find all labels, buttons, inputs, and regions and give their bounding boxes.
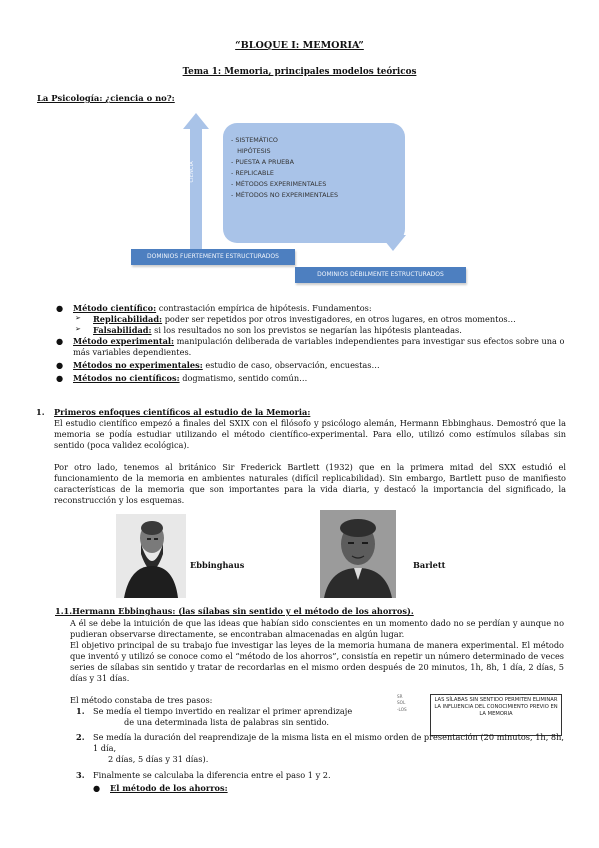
step-text: Finalmente se calculaba la diferencia entre el paso 1 y 2. — [93, 770, 331, 780]
bullet-icon: ● — [56, 359, 64, 370]
list-item-text: poder ser repetidos por otros investigadores, en otros lugares, en otros momentos… — [162, 313, 516, 324]
bullet-icon: ● — [93, 783, 101, 793]
science-diagram — [131, 113, 466, 288]
section-1-1-heading: 1.1.Hermann Ebbinghaus: (las sílabas sin sentido y el método de los ahorros). — [55, 606, 414, 616]
paragraph: A él se debe la intuición de que las ideas que habían sido conscientes en un momento dado no se perdían y aunque no pudieran observarse directamente, se encontraban almacenadas en algún lugar. — [70, 618, 564, 639]
photo-caption-ebbinghaus: Ebbinghaus — [190, 560, 245, 570]
list-item — [56, 373, 566, 384]
list-item-term: Métodos no científicos: — [73, 372, 180, 383]
bullet-icon: ● — [56, 303, 64, 313]
document-subtitle: Tema 1: Memoria, principales modelos teóricos — [182, 67, 417, 77]
paragraph: El estudio científico empezó a finales del SXIX con el filósofo y psicólogo alemán, Hermann Ebbinghaus. Demostró que la memoria se podía estudiar utilizando el método científico-experimental. Para ello, utilizó como estímulos sílabas sin sentido (poca validez ecológica). — [54, 418, 566, 450]
criteria-item: - MÉTODOS EXPERIMENTALES — [231, 180, 327, 189]
list-item-text: dogmatismo, sentido común… — [179, 372, 308, 383]
list-item-continuation: de una determinada lista de palabras sin sentido. — [124, 716, 330, 727]
paragraph: El objetivo principal de su trabajo fue investigar las leyes de la memoria humana de manera experimental. El método que inventó y utilizó se conoce como el “método de los ahorros”, consistía en repetir un número determinado de veces series de sílabas sin sentido y tratar de recordarlas en el mismo orden después de 20 minutos, 1h, 8h, 1 día, 2 días, 5 días y 31 días. — [70, 640, 564, 683]
list-item-term: El método de los ahorros: — [110, 783, 228, 793]
arrow-bullet-icon: ➢ — [75, 324, 81, 333]
list-item-term: Métodos no experimentales: — [73, 359, 203, 370]
ahorros-bullet — [93, 783, 493, 794]
bullet-icon: ● — [56, 335, 64, 346]
criteria-item: - SISTEMÁTICO — [231, 136, 278, 144]
strong-domains-bar: DOMINIOS FUERTEMENTE ESTRUCTURADOS — [131, 249, 295, 265]
bartlett-portrait — [320, 510, 396, 598]
criteria-item: - MÉTODOS NO EXPERIMENTALES — [231, 191, 339, 200]
list-item: 3. Finalmente se calculaba la diferencia entre el paso 1 y 2. — [76, 770, 331, 780]
list-item — [56, 303, 566, 314]
section-number: 1. — [36, 407, 45, 417]
margin-note-line: -LOS — [397, 706, 407, 712]
list-item-continuation: 2 días, 5 días y 31 días). — [108, 753, 209, 764]
ebbinghaus-portrait — [116, 514, 186, 598]
step-1 — [76, 706, 366, 728]
list-item-text: estudio de caso, observación, encuestas… — [202, 359, 380, 370]
margin-note — [397, 694, 407, 713]
list-item — [93, 783, 493, 794]
list-item-text: contrastación empírica de hipótesis. Fundamentos: — [156, 303, 372, 313]
section-heading: Primeros enfoques científicos al estudio de la Memoria: — [54, 407, 311, 417]
weak-domains-bar: DOMINIOS DÉBILMENTE ESTRUCTURADOS — [295, 267, 466, 283]
criteria-list — [231, 135, 338, 201]
document-title: “BLOQUE I: MEMORIA” — [235, 40, 364, 51]
photo-caption-bartlett: Barlett — [413, 560, 446, 570]
list-item-text: si los resultados no son los previstos se negarían las hipótesis planteadas. — [151, 324, 462, 335]
criteria-item: HIPÓTESIS — [231, 147, 271, 156]
note-box: LAS SÍLABAS SIN SENTIDO PERMITEN ELIMINAR LA INFLUENCIA DEL CONOCIMIENTO PREVIO EN LA MEMORIA — [430, 694, 562, 736]
methods-list — [56, 303, 566, 384]
list-item-term: Replicabilidad: — [93, 313, 163, 324]
list-item-term: Método experimental: — [73, 335, 175, 346]
paragraph: El método constaba de tres pasos: — [70, 695, 213, 705]
paragraph: Por otro lado, tenemos al británico Sir Frederick Bartlett (1932) que en la primera mitad del SXX estudió el funcionamiento de la memoria en ambientes naturales (difícil replicabilidad). Sin embargo, Bartlett puso de manifiesto características de la memoria que son importantes para la vida diaria, y destacó la importancia del significado, la reconstrucción y los esquemas. — [54, 462, 566, 505]
step-text: Se medía el tiempo invertido en realizar el primer aprendizaje — [93, 706, 353, 716]
criteria-item: - PUESTA A PRUEBA — [231, 158, 294, 167]
section-heading-psychology: La Psicología: ¿ciencia o no?: — [37, 93, 175, 103]
margin-note-line: SOL — [397, 700, 406, 706]
margin-note-line: SR — [397, 694, 403, 699]
science-label: CIENCIA — [190, 161, 195, 183]
list-item-term: Método científico: — [73, 303, 157, 313]
list-item — [56, 360, 566, 371]
step-2 — [76, 732, 564, 765]
arrow-bullet-icon: ➢ — [75, 313, 81, 322]
list-item-text: manipulación deliberada de variables independientes para investigar sus efectos sobre una o más variables dependientes. — [73, 335, 565, 357]
list-item — [56, 325, 566, 336]
bullet-icon: ● — [56, 372, 64, 383]
list-item — [56, 336, 566, 358]
list-item: 2. Se medía la duración del reaprendizaje de la misma lista en el mismo orden de presentación (20 minutos, 1h, 8h, 1 día, — [76, 732, 564, 753]
step-3 — [76, 770, 564, 781]
step-text: Se medía la duración del reaprendizaje de la misma lista en el mismo orden de presentación (20 minutos, 1h, 8h, 1 día, — [93, 732, 564, 753]
list-item — [56, 314, 566, 325]
criteria-item: - REPLICABLE — [231, 169, 274, 178]
list-item-term: Falsabilidad: — [93, 324, 152, 335]
list-item: 1. Se medía el tiempo invertido en realizar el primer aprendizaje — [76, 706, 353, 716]
